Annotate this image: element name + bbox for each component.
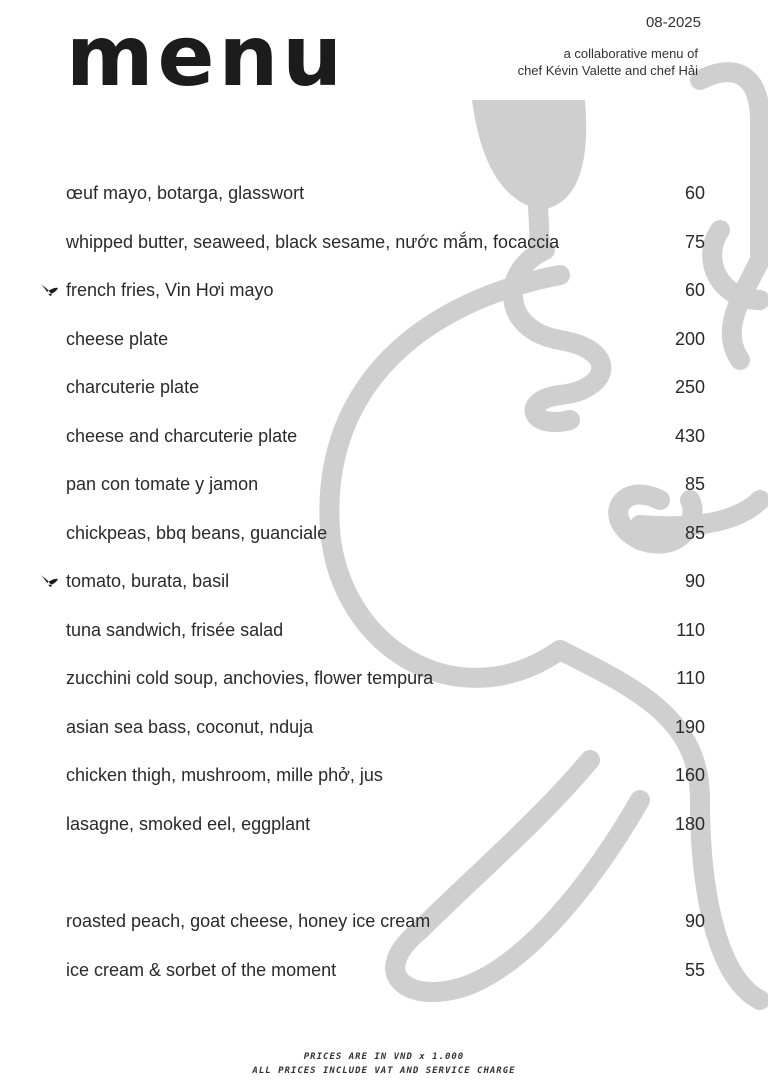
menu-item (0, 663, 768, 693)
item-name: ice cream & sorbet of the moment (66, 960, 337, 980)
menu-item (0, 372, 768, 402)
item-name: zucchini cold soup, anchovies, flower tempura (66, 668, 434, 688)
menu-item (0, 566, 768, 596)
menu-item (0, 469, 768, 499)
item-price: 430 (674, 426, 705, 446)
subtitle-line-2: chef Kévin Valette and chef Hải (517, 63, 698, 78)
item-price: 60 (684, 280, 705, 300)
item-price: 60 (684, 183, 705, 203)
menu-item (0, 178, 768, 208)
item-name: whipped butter, seaweed, black sesame, nước mắm, focaccia (66, 232, 560, 252)
item-name: tuna sandwich, frisée salad (66, 620, 284, 640)
item-name: tomato, burata, basil (66, 571, 230, 591)
menu-item (0, 518, 768, 548)
menu-item (0, 227, 768, 257)
item-price: 110 (676, 620, 705, 640)
item-price: 250 (674, 377, 705, 397)
menu-item (0, 324, 768, 354)
menu-date: 08-2025 (645, 14, 701, 31)
item-name: cheese and charcuterie plate (66, 426, 298, 446)
menu-subtitle (518, 45, 698, 79)
menu-title: menu (66, 7, 347, 105)
item-price: 160 (674, 765, 705, 785)
item-name: asian sea bass, coconut, nduja (66, 717, 314, 737)
leaf-icon (38, 283, 60, 297)
item-price: 90 (684, 911, 705, 931)
dessert-item (0, 906, 768, 936)
item-name: cheese plate (66, 329, 169, 349)
item-name: chicken thigh, mushroom, mille phở, jus (66, 765, 383, 785)
item-price: 85 (684, 523, 705, 543)
subtitle-line-1: a collaborative menu of (563, 46, 698, 61)
item-name: charcuterie plate (66, 377, 200, 397)
item-price: 75 (684, 232, 705, 252)
item-price: 90 (684, 571, 705, 591)
item-name: œuf mayo, botarga, glasswort (66, 183, 305, 203)
item-name: chickpeas, bbq beans, guanciale (66, 523, 328, 543)
footer-vat-note: ALL PRICES INCLUDE VAT AND SERVICE CHARGE (252, 1066, 516, 1076)
item-price: 85 (684, 474, 705, 494)
item-name: roasted peach, goat cheese, honey ice cream (66, 911, 431, 931)
menu-item (0, 760, 768, 790)
menu-item (0, 712, 768, 742)
menu-item (0, 275, 768, 305)
menu-item (0, 421, 768, 451)
item-price: 180 (674, 814, 705, 834)
dessert-item (0, 955, 768, 985)
item-price: 200 (674, 329, 705, 349)
item-price: 55 (684, 960, 705, 980)
item-name: french fries, Vin Hơi mayo (66, 280, 274, 300)
leaf-icon (38, 574, 60, 588)
item-price: 190 (674, 717, 705, 737)
menu-item (0, 809, 768, 839)
item-name: lasagne, smoked eel, eggplant (66, 814, 311, 834)
item-name: pan con tomate y jamon (66, 474, 259, 494)
footer-currency-note: PRICES ARE IN VND x 1.000 (303, 1052, 465, 1062)
menu-item (0, 615, 768, 645)
item-price: 110 (676, 668, 705, 688)
